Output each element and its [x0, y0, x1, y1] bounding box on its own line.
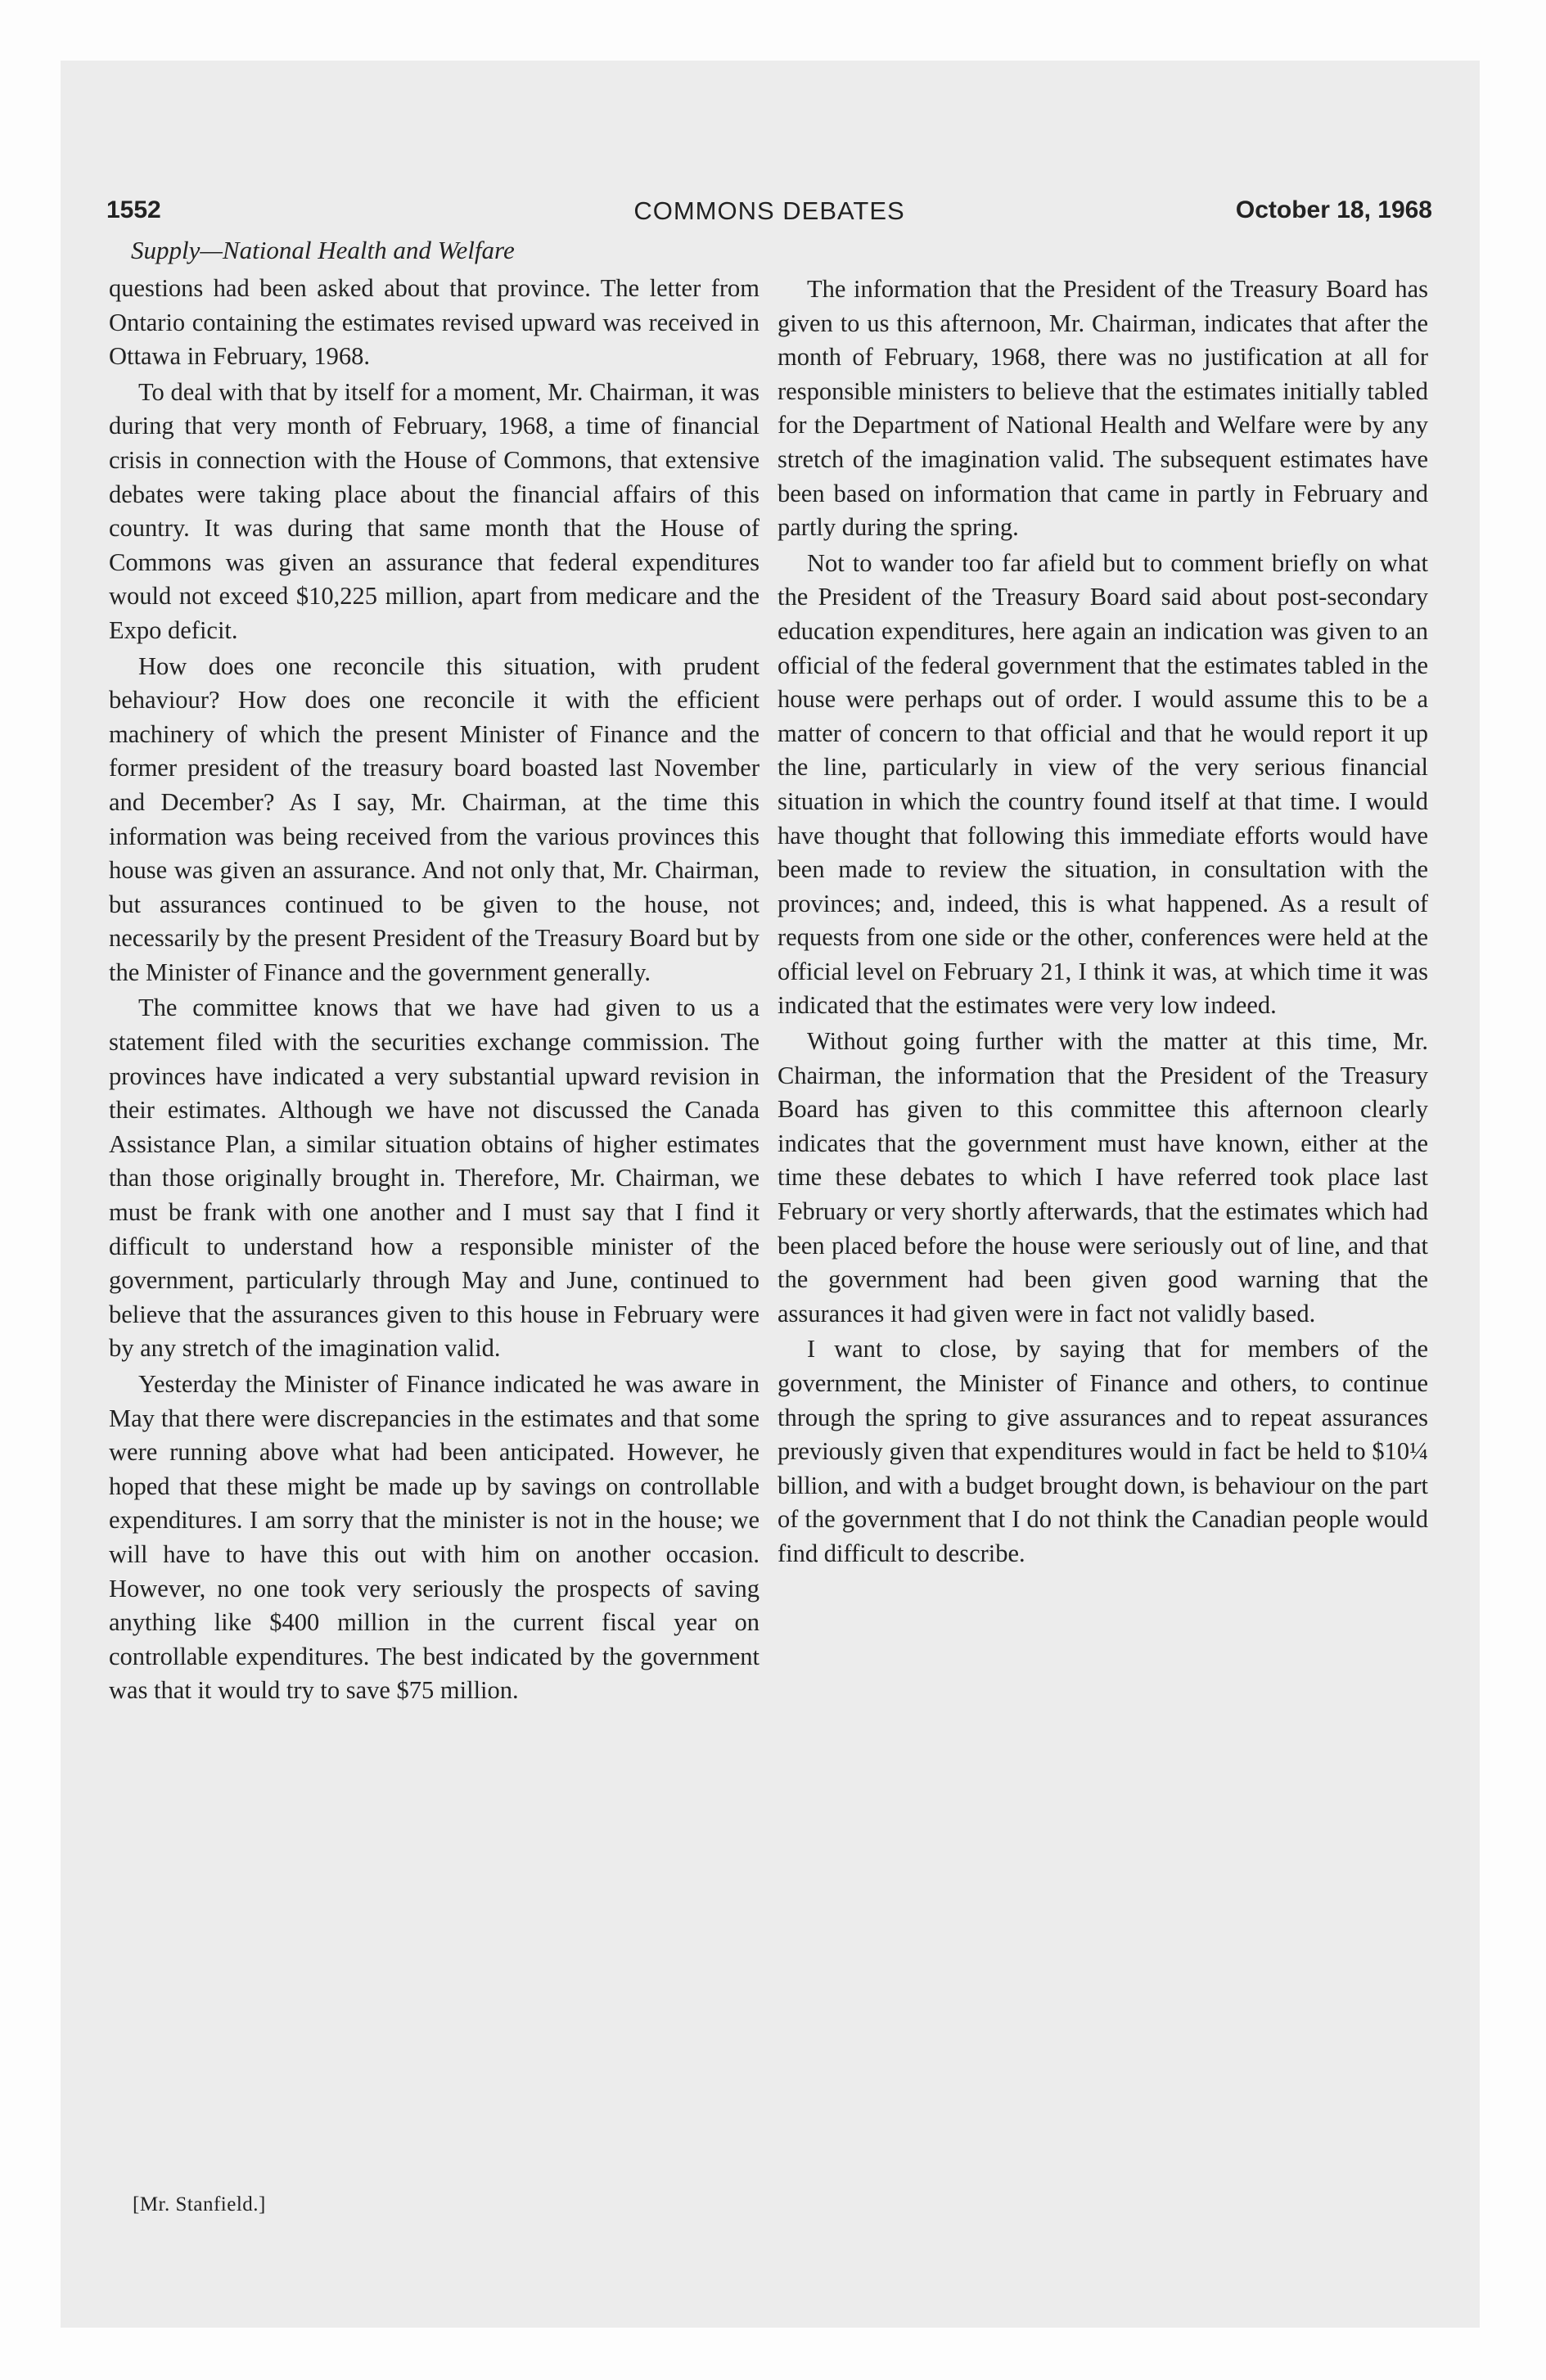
paragraph: I want to close, by saying that for members of the government, the Minister of Finance and others, to continue through the spring to give assurances and to repeat assurances previously given that expenditures would in fact be held to $10¼ billion, and with a budget brought down, is behaviour on the part of the government that I do not think the Canadian people would find difficult to describe. — [778, 1335, 1428, 1567]
paragraph: Without going further with the matter at this time, Mr. Chairman, the information that the President of the Treasury Board has given to this committee this afternoon clearly indicates that the government must have known, either at the time these debates to which I have referred took place last February or very shortly afterwards, that the estimates which had been placed before the house were seriously out of line, and that the government had been given good warning that the assurances it had given were in fact not validly based. — [778, 1027, 1428, 1327]
paragraph: The information that the President of the Treasury Board has given to us this afternoon, Mr. Chairman, indicates that after the month of February, 1968, there was no justification at all for responsible ministers to believe that the estimates initially tabled for the Department of National Health and Welfare were by any stretch of the imagination valid. The subsequent estimates have been based on information that came in partly in February and partly during the spring. — [778, 275, 1428, 542]
page-number: 1552 — [106, 196, 161, 223]
paragraph: Not to wander too far afield but to comment briefly on what the President of the Treasury Board said about post-secondary education expenditures, here again an indication was given to an official of the federal government that the estimates tabled in the house were perhaps out of order. I would assume this to be a matter of concern to that official and that he would report it up the line, particularly in view of the very serious financial situation in which the country found itself at that time. I would have thought that following this immediate efforts would have been made to review the situation, in consultation with the provinces; and, indeed, this is what happened. As a result of requests from one side or the other, conferences were held at the official level on February 21, I think it was, at which time it was indicated that the estimates were very low indeed. — [778, 548, 1428, 1020]
right-column — [778, 273, 1428, 1573]
paragraph: How does one reconcile this situation, with prudent behaviour? How does one reconcile it with the efficient machinery of which the present Minister of Finance and the former president of the treasury board boasted last November and December? As I say, Mr. Chairman, at the time this information was being received from the various provinces this house was given an assurance. And not only that, Mr. Chairman, but assurances continued to be given to the house, not necessarily by the present President of the Treasury Board but by the Minister of Finance and the government generally. — [109, 651, 759, 986]
section-heading: Supply—National Health and Welfare — [131, 236, 515, 264]
issue-date: October 18, 1968 — [1235, 196, 1432, 223]
paragraph: Yesterday the Minister of Finance indicated he was aware in May that there were discrepancies in the estimates and that some were running above what had been anticipated. However, he hoped that these might be made up by savings on controllable expenditures. I am sorry that the minister is not in the house; we will have to have this out with him on another occasion. However, no one took very seriously the prospects of saving anything like $400 million in the current fiscal year on controllable expenditures. The best indicated by the government was that it would try to save $75 million. — [109, 1370, 759, 1705]
paragraph: The committee knows that we have had given to us a statement filed with the securities exchange commission. The provinces have indicated a very substantial upward revision in their estimates. Although we have not discussed the Canada Assistance Plan, a similar situation obtains of higher estimates than those originally brought in. Therefore, Mr. Chairman, we must be frank with one another and I must say that I find it difficult to understand how a responsible minister of the government, particularly through May and June, continued to believe that the assurances given to this house in February were by any stretch of the imagination valid. — [109, 994, 759, 1363]
speaker-tag: [Mr. Stanfield.] — [133, 2193, 266, 2215]
paragraph: questions had been asked about that province. The letter from Ontario containing the estimates revised upward was received in Ottawa in February, 1968. — [109, 274, 759, 371]
page-header — [106, 196, 1432, 236]
left-column — [109, 272, 759, 1710]
paragraph: To deal with that by itself for a moment, Mr. Chairman, it was during that very month of February, 1968, a time of financial crisis in connection with the House of Commons, that extensive debates were taking place about the financial affairs of this country. It was during that same month that the House of Commons was given an assurance that federal expenditures would not exceed $10,225 million, apart from medicare and the Expo deficit. — [109, 377, 759, 644]
journal-title: COMMONS DEBATES — [633, 196, 905, 225]
